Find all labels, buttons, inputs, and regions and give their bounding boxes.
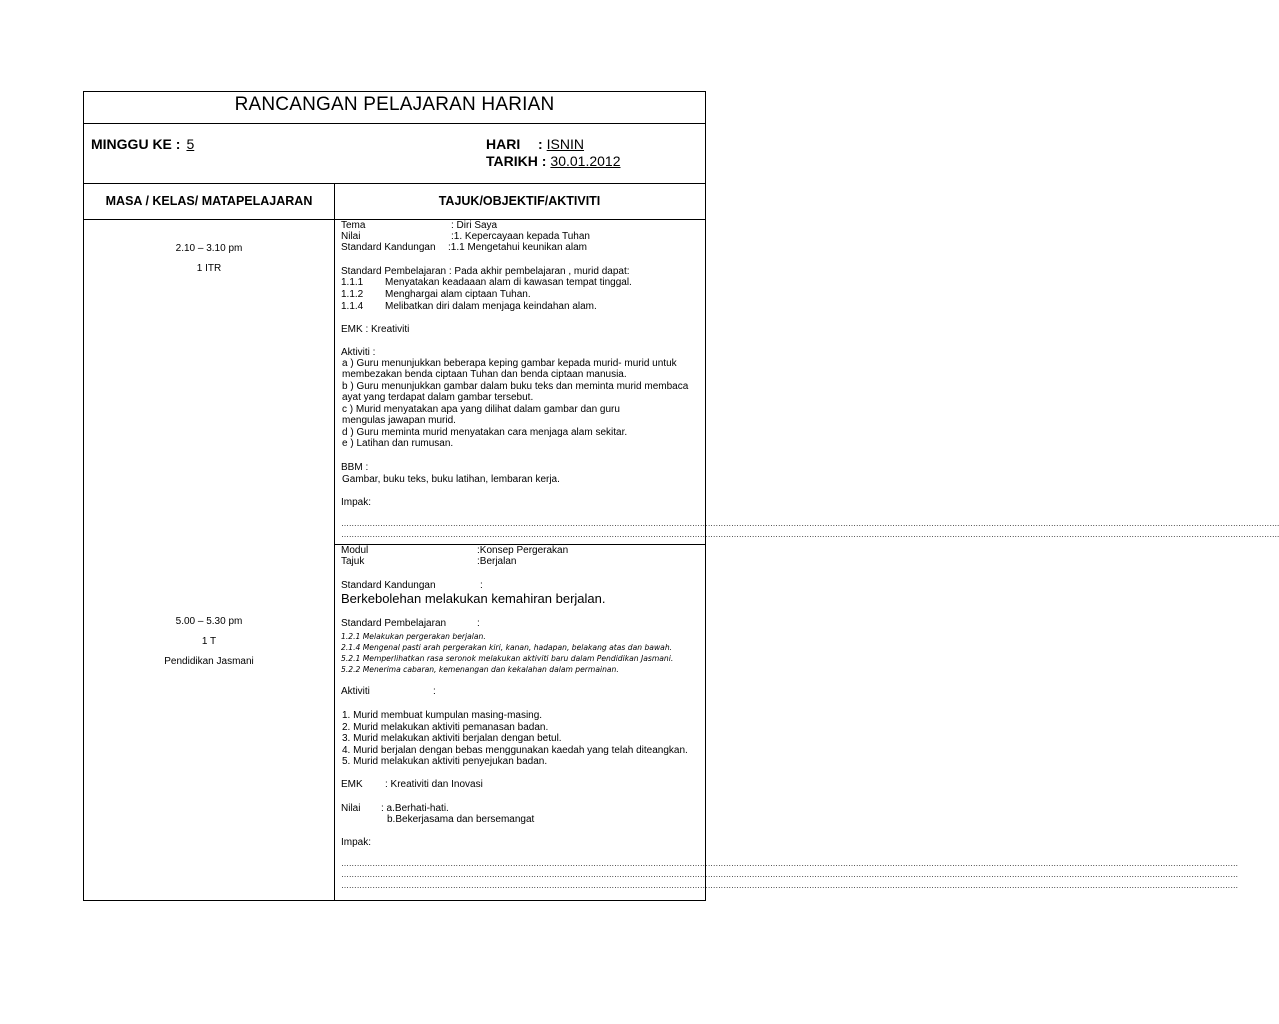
lesson1-aktiviti-line: membezakan benda ciptaan Tuhan dan benda ciptaan manusia.: [342, 369, 627, 380]
lesson1-time: 2.10 – 3.10 pm: [175, 243, 243, 254]
lesson2-sp-item: 2.1.4 Mengenal pasti arah pergerakan kiri, kanan, hadapan, belakang atas dan bawah.: [341, 643, 673, 652]
lesson1-tema-label: Tema: [341, 220, 366, 231]
lesson1-info: [84, 242, 334, 282]
lesson2-aktiviti-line: 4. Murid berjalan dengan bebas menggunakan kaedah yang telah diteangkan.: [342, 745, 688, 756]
lesson1-class: 1 ITR: [196, 263, 222, 274]
day-colon: :: [538, 136, 543, 152]
lesson1-sp-code: 1.1.1: [341, 277, 364, 288]
week-field: [91, 136, 194, 152]
date-value: 30.01.2012: [550, 153, 621, 169]
lesson2-sp-item: 1.2.1 Melakukan pergerakan berjalan.: [341, 632, 486, 641]
lesson2-sp-item: 5.2.2 Menerima cabaran, kemenangan dan kekalahan dalam permainan.: [341, 665, 619, 674]
lesson2-sp-colon: :: [477, 618, 480, 629]
lesson2-subject: Pendidikan Jasmani: [164, 656, 254, 667]
lesson2-nilai-value: : a.Berhati-hati.: [381, 803, 449, 814]
lesson1-bbm-value: Gambar, buku teks, buku latihan, lembaran kerja.: [342, 474, 560, 485]
lesson2-impak-dots: …………………………………………………………………………………………………………………………………………………………………………………………………………………………………………………………………………………………………………………: [341, 859, 1239, 868]
lesson1-sp-text: Menyatakan keadaaan alam di kawasan tempat tinggal.: [385, 277, 632, 288]
page-title: RANCANGAN PELAJARAN HARIAN: [234, 94, 555, 115]
week-value: 5: [186, 136, 195, 152]
lesson2-aktiviti-line: 1. Murid membuat kumpulan masing-masing.: [342, 710, 543, 721]
lesson1-sk-value: :1.1 Mengetahui keunikan alam: [448, 242, 587, 253]
week-label: MINGGU KE :: [91, 136, 181, 152]
lesson2-nilai-label: Nilai: [341, 803, 361, 814]
lesson1-aktiviti-line: b ) Guru menunjukkan gambar dalam buku teks dan meminta murid membaca: [342, 381, 689, 392]
lesson1-sp-code: 1.1.2: [341, 289, 364, 300]
lesson2-sk-colon: :: [480, 580, 483, 591]
lesson2-aktiviti-line: 3. Murid melakukan aktiviti berjalan dengan betul.: [342, 733, 562, 744]
lesson1-aktiviti-label: Aktiviti :: [341, 347, 376, 358]
column-header-right: TAJUK/OBJEKTIF/AKTIVITI: [438, 194, 601, 208]
day-value: ISNIN: [546, 136, 585, 152]
lesson2-aktiviti-line: 2. Murid melakukan aktiviti pemanasan badan.: [342, 722, 549, 733]
lesson2-aktiviti-colon: :: [433, 686, 436, 697]
lesson2-class: 1 T: [201, 636, 217, 647]
lesson2-info: [84, 615, 334, 675]
lesson1-sp-text: Menghargai alam ciptaan Tuhan.: [385, 289, 531, 300]
lesson1-emk: EMK : Kreativiti: [341, 324, 410, 335]
lesson2-sp-label: Standard Pembelajaran: [341, 618, 447, 629]
lesson1-nilai-value: :1. Kepercayaan kepada Tuhan: [451, 231, 590, 242]
lesson2-impak-dots: …………………………………………………………………………………………………………………………………………………………………………………………………………………………………………………………………………………………………………………: [341, 870, 1239, 879]
lesson2-sk-label: Standard Kandungan: [341, 580, 436, 591]
lesson1-nilai-label: Nilai: [341, 231, 361, 242]
date-label: TARIKH :: [486, 153, 547, 169]
title-row: [84, 92, 705, 124]
column-divider: [334, 183, 335, 900]
lesson1-aktiviti-line: ayat yang terdapat dalam gambar tersebut.: [342, 392, 534, 403]
lesson1-sp-intro: Standard Pembelajaran : Pada akhir pembelajaran , murid dapat:: [341, 266, 630, 277]
lesson1-aktiviti-line: d ) Guru meminta murid menyatakan cara menjaga alam sekitar.: [342, 427, 628, 438]
meta-row: [84, 123, 705, 184]
lesson2-time: 5.00 – 5.30 pm: [175, 616, 243, 627]
lesson1-impak-dots: ……………………………………………………………………………………………………………………………………………………………………………………………………………………………………………………………………………………………………………………………….: [341, 530, 1279, 539]
lesson2-aktiviti-line: 5. Murid melakukan aktiviti penyejukan badan.: [342, 756, 548, 767]
lesson2-emk-value: : Kreativiti dan Inovasi: [385, 779, 483, 790]
lesson1-aktiviti-line: a ) Guru menunjukkan beberapa keping gambar kepada murid- murid untuk: [342, 358, 677, 369]
lesson2-sk-text: Berkebolehan melakukan kemahiran berjalan.: [341, 591, 606, 606]
lesson-plan-sheet: [83, 91, 1279, 901]
lesson1-sk-label: Standard Kandungan: [341, 242, 436, 253]
lesson2-tajuk-value: :Berjalan: [477, 556, 517, 567]
lesson2-emk-label: EMK: [341, 779, 363, 790]
lesson1-impak-dots: ……………………………………………………………………………………………………………………………………………………………………………………………………………………………………………………………………………………………………………………………….: [341, 519, 1279, 528]
column-header-row: [84, 183, 705, 220]
lesson2-impak-dots: …………………………………………………………………………………………………………………………………………………………………………………………………………………………………………………………………………………………………………………: [341, 881, 1239, 890]
lesson1-aktiviti-line: e ) Latihan dan rumusan.: [342, 438, 454, 449]
lesson1-aktiviti-line: mengulas jawapan murid.: [342, 415, 456, 426]
lesson1-tema-value: : Diri Saya: [451, 220, 498, 231]
lesson1-impak-label: Impak:: [341, 497, 372, 508]
column-header-left: MASA / KELAS/ MATAPELAJARAN: [105, 194, 313, 208]
lesson2-modul-value: :Konsep Pergerakan: [477, 545, 569, 556]
lesson1-sp-text: Melibatkan diri dalam menjaga keindahan alam.: [385, 301, 597, 312]
date-field: [486, 153, 620, 169]
lesson2-tajuk-label: Tajuk: [341, 556, 365, 567]
lesson1-sp-code: 1.1.4: [341, 301, 364, 312]
lesson2-impak-label: Impak:: [341, 837, 372, 848]
day-field: [486, 136, 584, 152]
lesson2-nilai-value: b.Bekerjasama dan bersemangat: [387, 814, 535, 825]
day-label: HARI: [486, 136, 521, 152]
lesson1-bbm-label: BBM :: [341, 462, 369, 473]
lesson2-modul-label: Modul: [341, 545, 369, 556]
lesson1-aktiviti-line: c ) Murid menyatakan apa yang dilihat dalam gambar dan guru: [342, 404, 620, 415]
lesson2-aktiviti-label: Aktiviti: [341, 686, 370, 697]
lesson2-sp-item: 5.2.1 Memperlihatkan rasa seronok melakukan aktiviti baru dalam Pendidikan Jasmani.: [341, 654, 674, 663]
